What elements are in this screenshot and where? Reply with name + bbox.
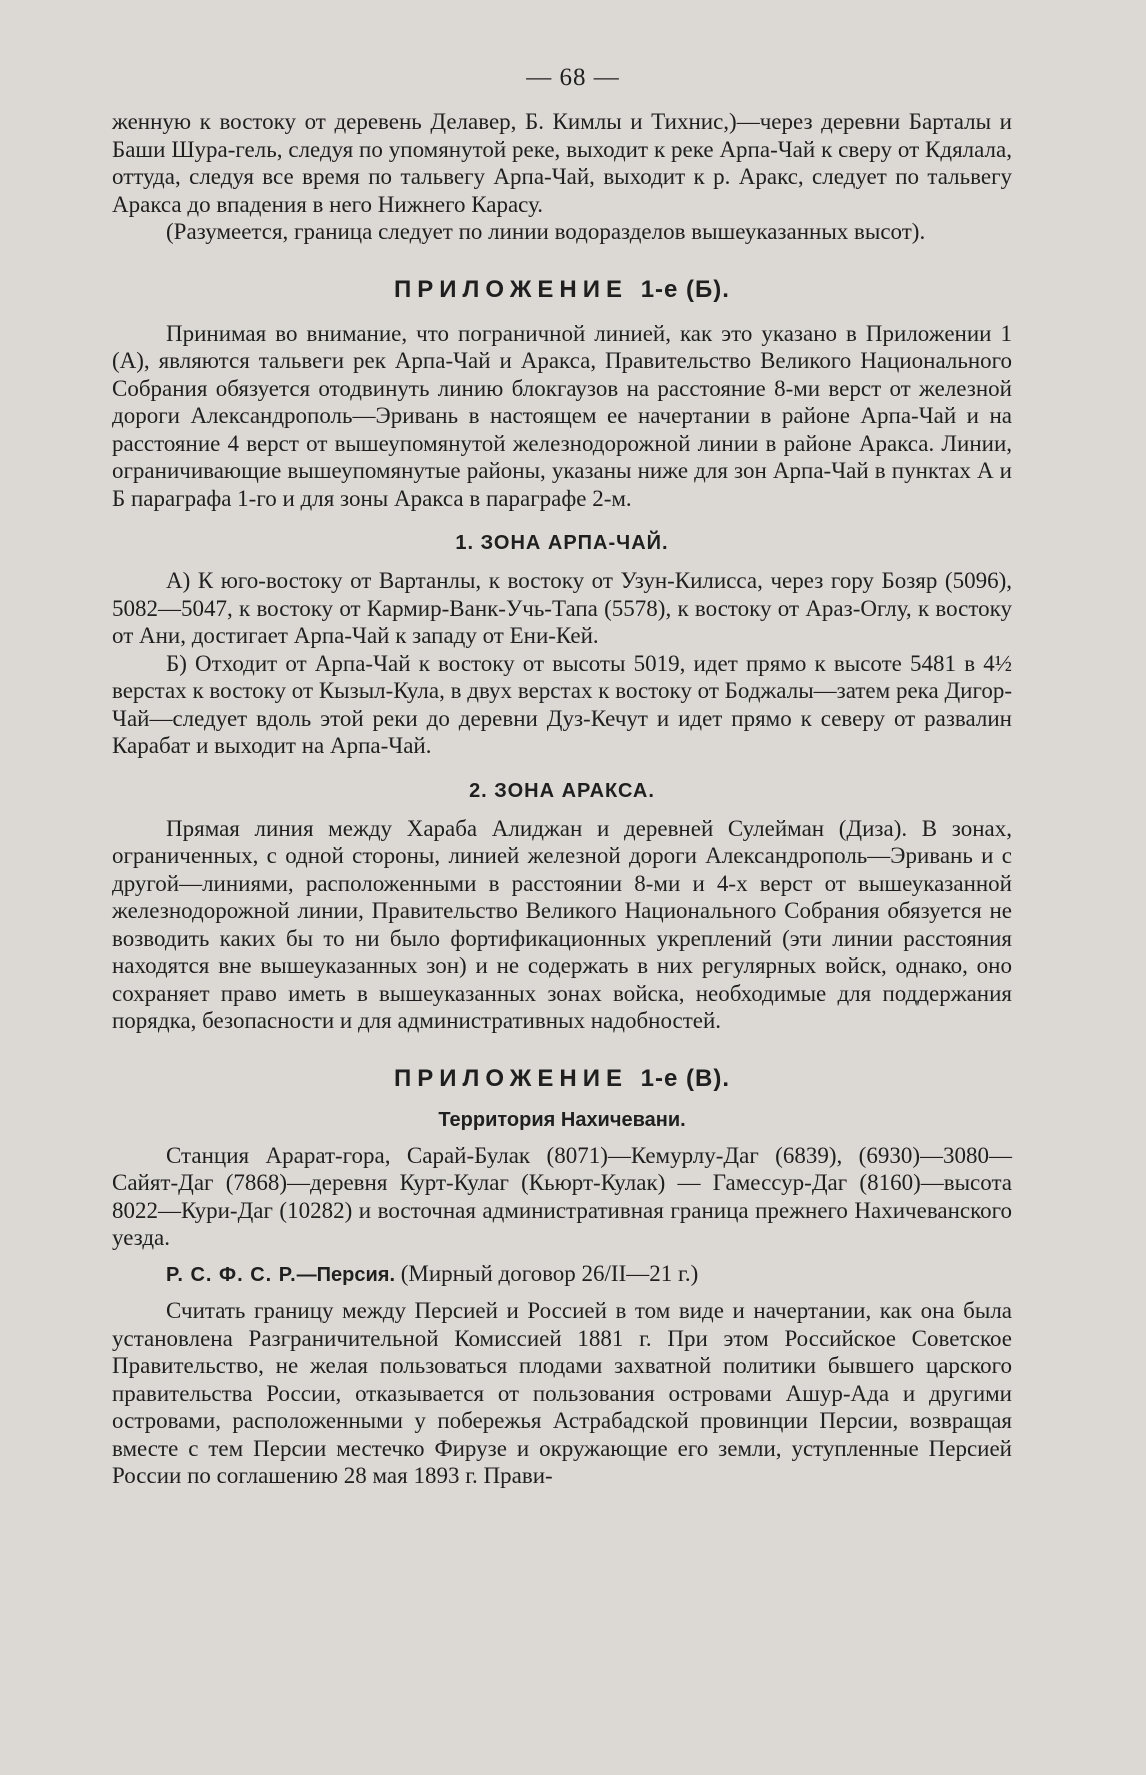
spacer	[112, 1252, 1012, 1260]
intro-note: (Разумеется, граница следует по линии водоразделов вышеуказанных высот).	[166, 219, 926, 244]
appendix-b-title: ПРИЛОЖЕНИЕ	[394, 275, 629, 303]
page-number: — 68 —	[526, 64, 620, 91]
appendix-v-title: ПРИЛОЖЕНИЕ	[393, 1064, 628, 1092]
zone1-paragraph-b: Б) Отходит от Арпа-Чай к востоку от высоты 5019, идет прямо к высоте 5481 в 4½ верстах к востоку от Кызыл-Кула, в двух верстах к востоку от Боджалы—затем река Дигор-Чай—следует вдоль этой реки до деревни Дуз-Кечут и идет прямо к северу от развалин Карабат и выходит на Арпа-Чай.	[112, 650, 1012, 758]
appendix-b-paragraph: Принимая во внимание, что пограничной линией, как это указано в Приложении 1 (А), являются тальвеги рек Арпа-Чай и Аракса, Правительство Великого Национального Собрания обязуется отодвинуть линию блокгаузов на расстояние 8-ми верст от железной дороги Александрополь—Эривань в настоящем ее начертании в районе Арпа-Чай и на расстояние 4 верст от вышеупомянутой железнодорожной линии в районе Аракса. Линии, ограничивающие вышеупомянутые районы, указаны ниже для зон Арпа-Чай в пунктах А и Б параграфа 1-го и для зоны Аракса в параграфе 2-м.	[112, 320, 1012, 511]
persia-label: —Персия.	[296, 1263, 396, 1286]
page-content	[112, 108, 1012, 1490]
appendix-v-subtitle: Территория Нахичевани.	[438, 1108, 686, 1131]
treaty-note: (Мирный договор 26/II—21 г.)	[400, 1260, 699, 1286]
spacer	[112, 1289, 1012, 1297]
appendix-v-suffix: 1-е (В).	[640, 1064, 730, 1092]
zone1-paragraph-a: А) К юго-востоку от Вартанлы, к востоку от Узун-Килисса, через гору Бозяр (5096), 5082—5047, к востоку от Кармир-Ванк-Учь-Тапа (5578), к востоку от Араз-Оглу, к востоку от Ани, достигает Арпа-Чай к западу от Ени-Кей.	[112, 568, 1012, 648]
appendix-v-paragraph: Станция Арарат-гора, Сарай-Булак (8071)—Кемурлу-Даг (6839), (6930)—3080—Сайят-Даг (7868)—деревня Курт-Кулаг (Кьюрт-Кулак) — Гамессур-Даг (8160)—высота 8022—Кури-Даг (10282) и восточная административная граница прежнего Нахичеванского уезда.	[112, 1142, 1012, 1250]
rsfsr-label: Р. С. Ф. С. Р.	[166, 1263, 297, 1286]
appendix-b-heading	[112, 276, 1012, 304]
zone1-heading: 1. ЗОНА АРПА-ЧАЙ.	[455, 532, 669, 554]
zone2-heading: 2. ЗОНА АРАКСА.	[469, 779, 655, 802]
rsfsr-heading-line	[112, 1260, 1012, 1290]
rsfsr-paragraph: Считать границу между Персией и Россией в том виде и начертании, как она была установлена Разграничительной Комиссией 1881 г. При этом Российское Советское Правительство, не желая пользоваться плодами захватной политики бывшего царского правительства России, отказывается от пользования островами Ашур-Ада и другими островами, расположенными у побережья Астрабадской провинции Персии, возвращая вместе с тем Персии местечко Фирузе и окружающие его земли, уступленные Персией России по соглашению 28 мая 1893 г. Прави-	[112, 1298, 1012, 1488]
zone2-paragraph: Прямая линия между Хараба Алиджан и деревней Сулейман (Диза). В зонах, ограниченных, с одной стороны, линией железной дороги Александрополь—Эривань и с другой—линиями, расположенными в расстоянии 8-ми и 4-х верст от вышеуказанной железнодорожной линии, Правительство Великого Национального Собрания обязуется не возводить каких бы то ни было фортификационных укреплений (эти линии расстояния находятся вне вышеуказанных зон) и не содержать в них регулярных войск, однако, оно сохраняет право иметь в вышеуказанных зонах войска, необходимые для поддержания порядка, безопасности и для административных надобностей.	[112, 815, 1012, 1033]
appendix-v-heading	[112, 1065, 1012, 1093]
intro-paragraph: женную к востоку от деревень Делавер, Б. Кимлы и Тихнис,)—через деревни Барталы и Баши Шура-гель, следуя по упомянутой реке, выходит к реке Арпа-Чай к сверу от Кдялала, оттуда, следуя все время по тальвегу Арпа-Чай, выходит к р. Аракс, следует по тальвегу Аракса до впадения в него Нижнего Карасу.	[112, 109, 1012, 217]
appendix-b-suffix: 1-е (Б).	[640, 275, 730, 303]
